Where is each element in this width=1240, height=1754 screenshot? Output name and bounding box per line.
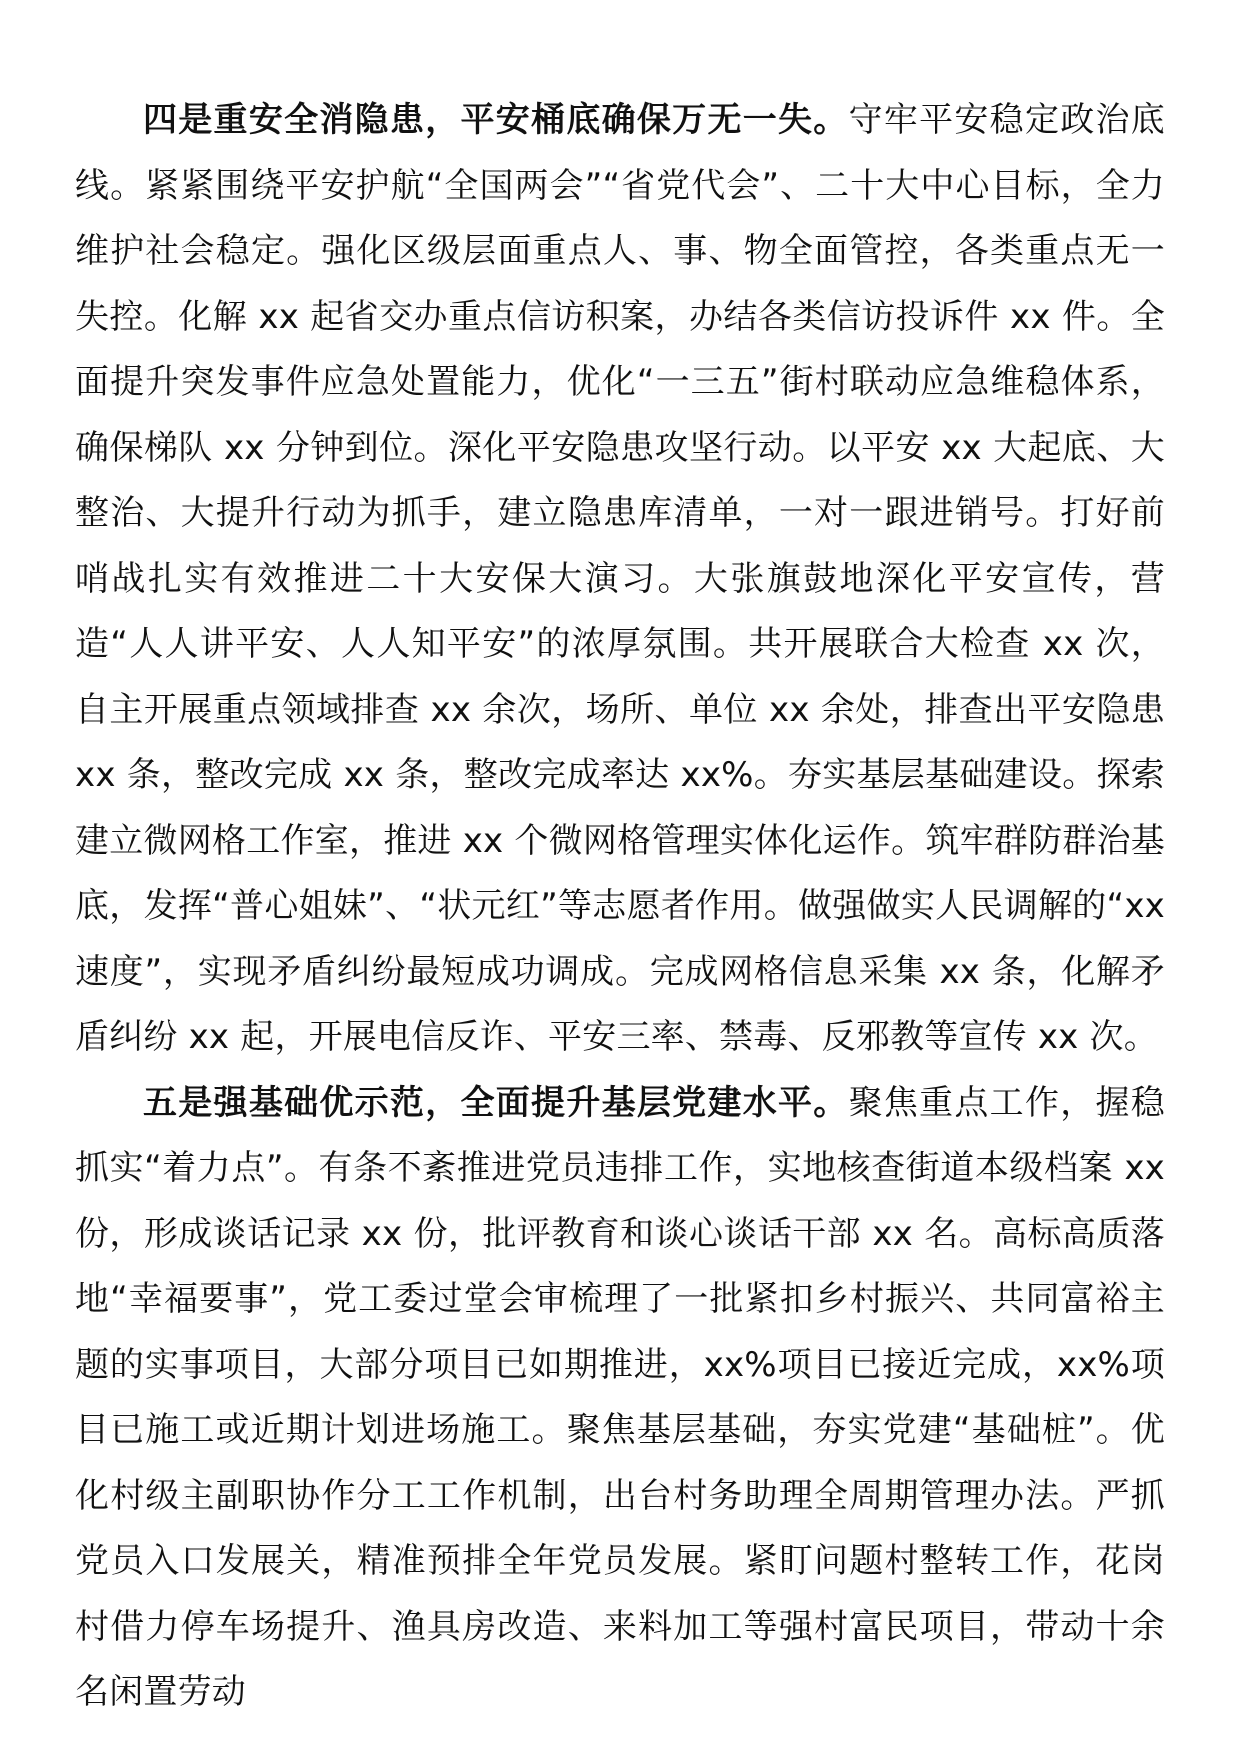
paragraph-party-building <box>75 1071 1165 1726</box>
paragraph-heading: 四是重安全消隐患，平安桶底确保万无一失。 <box>143 100 849 140</box>
paragraph-safety <box>75 88 1165 1071</box>
paragraph-body: 聚焦重点工作，握稳抓实“着力点”。有条不紊推进党员违排工作，实地核查街道本级档案 xx 份，形成谈话记录 xx 份，批评教育和谈心谈话干部 xx 名。高标高质落地“幸福要事”，党工委过堂会审梳理了一批紧扣乡村振兴、共同富裕主题的实事项目，大部分项目已如期推进，xx%项目已接近完成，xx%项目已施工或近期计划进场施工。聚焦基层基础，夯实党建“基础桩”。优化村级主副职协作分工工作机制，出台村务助理全周期管理办法。严抓党员入口发展关，精准预排全年党员发展。紧盯问题村整转工作，花岗村借力停车场提升、渔具房改造、来料加工等强村富民项目，带动十余名闲置劳动 <box>75 1082 1165 1712</box>
paragraph-heading: 五是强基础优示范，全面提升基层党建水平。 <box>143 1082 849 1123</box>
paragraph-body: 守牢平安稳定政治底线。紧紧围绕平安护航“全国两会”“省党代会”、二十大中心目标，全力维护社会稳定。强化区级层面重点人、事、物全面管控，各类重点无一失控。化解 xx 起省交办重点信访积案，办结各类信访投诉件 xx 件。全面提升突发事件应急处置能力，优化“一三五”街村联动应急维稳体系，确保梯队 xx 分钟到位。深化平安隐患攻坚行动。以平安 xx 大起底、大整治、大提升行动为抓手，建立隐患库清单，一对一跟进销号。打好前哨战扎实有效推进二十大安保大演习。大张旗鼓地深化平安宣传，营造“人人讲平安、人人知平安”的浓厚氛围。共开展联合大检查 xx 次，自主开展重点领域排查 xx 余次，场所、单位 xx 余处，排查出平安隐患 xx 条，整改完成 xx 条，整改完成率达 xx%。夯实基层基础建设。探索建立微网格工作室，推进 xx 个微网格管理实体化运作。筑牢群防群治基底，发挥“普心姐妹”、“状元红”等志愿者作用。做强做实人民调解的“xx 速度”，实现矛盾纠纷最短成功调成。完成网格信息采集 xx 条，化解矛盾纠纷 xx 起，开展电信反诈、平安三率、禁毒、反邪教等宣传 xx 次。 <box>75 100 1165 1057</box>
document-page <box>75 88 1165 1738</box>
